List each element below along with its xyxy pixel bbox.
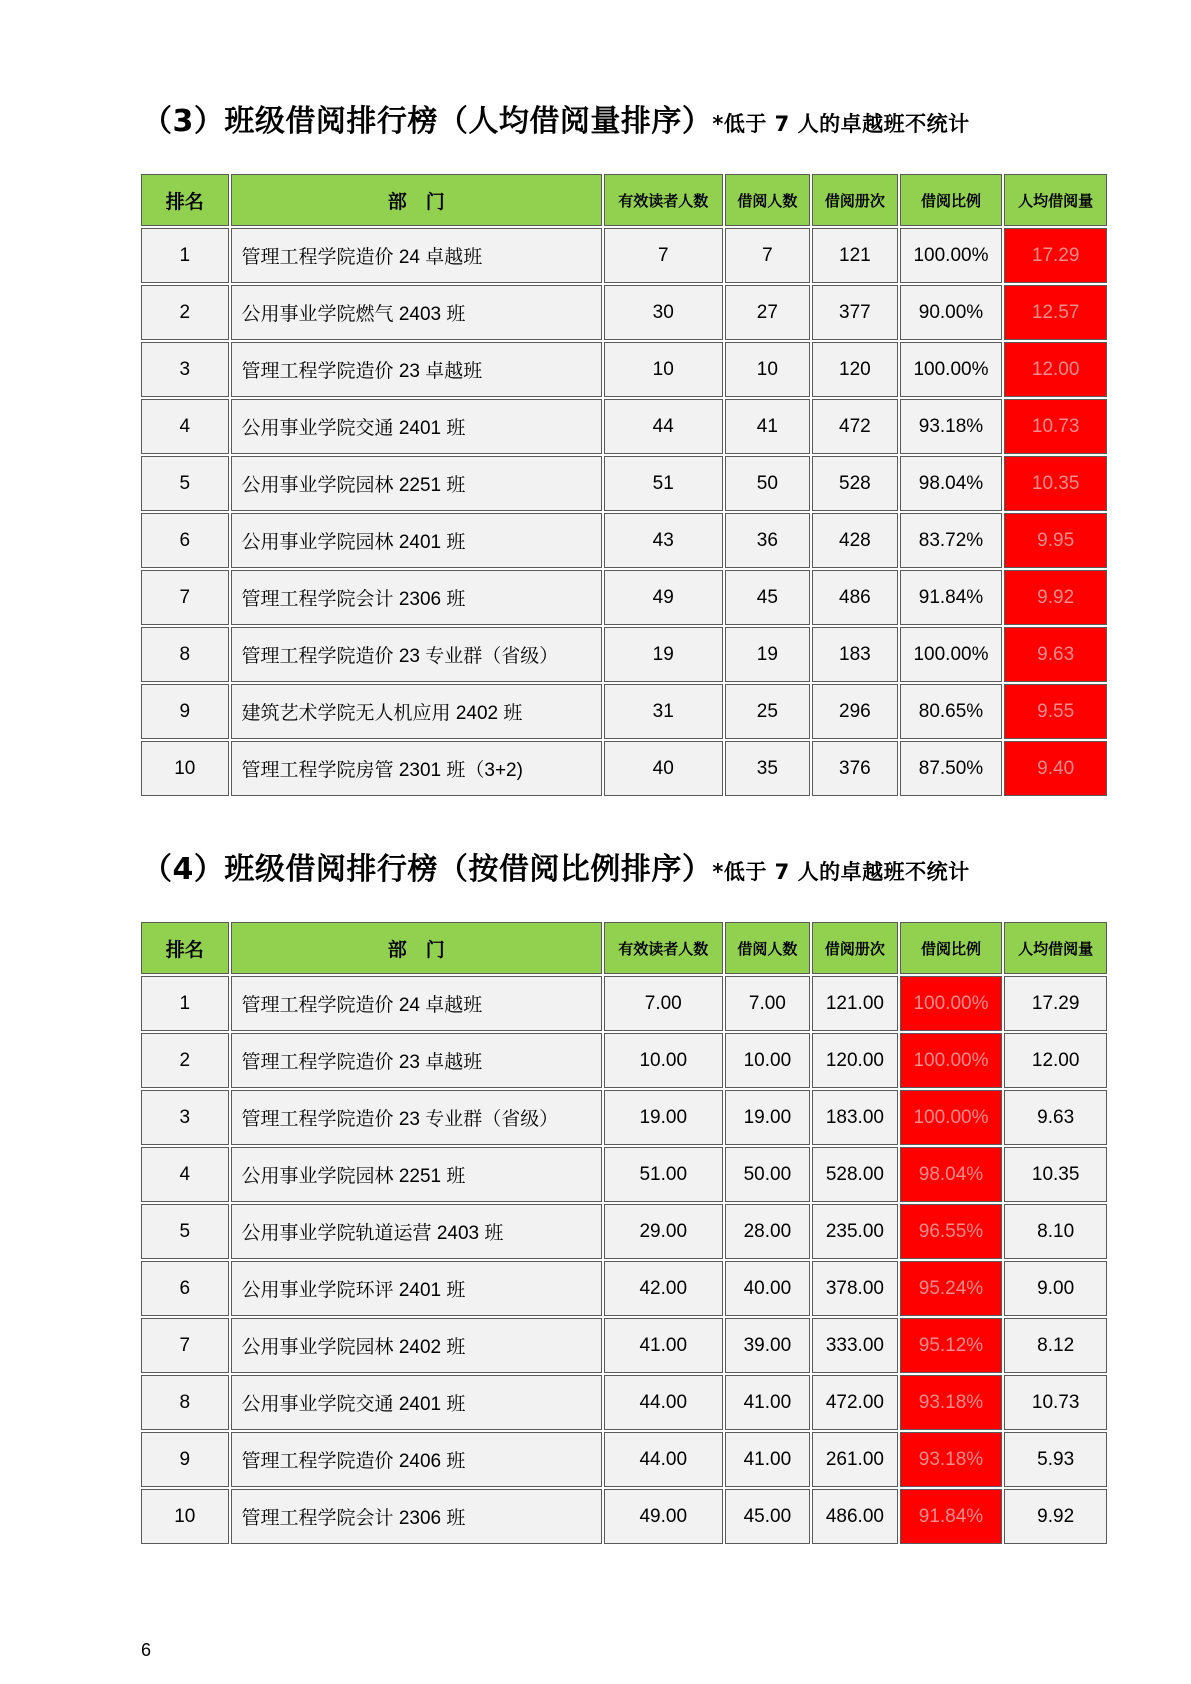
- table-cell: 44: [604, 399, 723, 454]
- column-header: 借阅册次: [812, 174, 898, 226]
- table-cell: 121: [812, 228, 898, 283]
- column-header: 借阅人数: [725, 922, 811, 974]
- table-cell: 44.00: [604, 1432, 723, 1487]
- table-cell: 4: [141, 1147, 229, 1202]
- column-header: 排名: [141, 922, 229, 974]
- column-header: 部 门: [231, 174, 602, 226]
- table-cell: 19.00: [725, 1090, 811, 1145]
- table-cell: 100.00%: [900, 1033, 1003, 1088]
- column-header: 部 门: [231, 922, 602, 974]
- column-header: 有效读者人数: [604, 922, 723, 974]
- table-cell: 管理工程学院会计 2306 班: [231, 570, 602, 625]
- table-cell: 7: [725, 228, 811, 283]
- table-cell: 3: [141, 1090, 229, 1145]
- table-cell: 9: [141, 1432, 229, 1487]
- column-header: 借阅比例: [900, 922, 1003, 974]
- table-row: [141, 1375, 1107, 1430]
- table-cell: 25: [725, 684, 811, 739]
- table-cell: 100.00%: [900, 976, 1003, 1031]
- class-borrow-ranking-per-capita-table: [139, 172, 1109, 798]
- table-cell: 100.00%: [900, 627, 1003, 682]
- table-cell: 管理工程学院房管 2301 班（3+2): [231, 741, 602, 796]
- table-row: [141, 342, 1107, 397]
- table-row: [141, 741, 1107, 796]
- column-header: 排名: [141, 174, 229, 226]
- table-row: [141, 513, 1107, 568]
- table-cell: 8.12: [1004, 1318, 1107, 1373]
- table-cell: 41: [725, 399, 811, 454]
- table-row: [141, 1432, 1107, 1487]
- table-cell: 管理工程学院造价 24 卓越班: [231, 228, 602, 283]
- table-cell: 296: [812, 684, 898, 739]
- table-row: [141, 1033, 1107, 1088]
- table-cell: 9.40: [1004, 741, 1107, 796]
- table-cell: 10: [141, 1489, 229, 1544]
- table-cell: 管理工程学院造价 23 卓越班: [231, 342, 602, 397]
- table-cell: 8: [141, 627, 229, 682]
- table-cell: 486: [812, 570, 898, 625]
- column-header: 借阅比例: [900, 174, 1003, 226]
- table-cell: 39.00: [725, 1318, 811, 1373]
- table-cell: 7.00: [604, 976, 723, 1031]
- table-cell: 10.00: [604, 1033, 723, 1088]
- table-cell: 45: [725, 570, 811, 625]
- table-cell: 100.00%: [900, 1090, 1003, 1145]
- column-header: 有效读者人数: [604, 174, 723, 226]
- column-header: 借阅人数: [725, 174, 811, 226]
- table-cell: 93.18%: [900, 1432, 1003, 1487]
- table-cell: 333.00: [812, 1318, 898, 1373]
- table-cell: 管理工程学院造价 23 专业群（省级）: [231, 1090, 602, 1145]
- table-header-row: [141, 174, 1107, 226]
- table-cell: 10.00: [725, 1033, 811, 1088]
- table-cell: 27: [725, 285, 811, 340]
- table-cell: 261.00: [812, 1432, 898, 1487]
- table-cell: 公用事业学院园林 2251 班: [231, 1147, 602, 1202]
- table-cell: 5: [141, 1204, 229, 1259]
- table-cell: 9.55: [1004, 684, 1107, 739]
- table-cell: 87.50%: [900, 741, 1003, 796]
- table-cell: 9.92: [1004, 1489, 1107, 1544]
- table-cell: 96.55%: [900, 1204, 1003, 1259]
- column-header: 人均借阅量: [1004, 174, 1107, 226]
- table-cell: 7: [141, 570, 229, 625]
- table-cell: 49: [604, 570, 723, 625]
- class-borrow-ranking-ratio-table: [139, 920, 1109, 1546]
- table-cell: 42.00: [604, 1261, 723, 1316]
- table-cell: 12.00: [1004, 342, 1107, 397]
- table-cell: 10.73: [1004, 1375, 1107, 1430]
- table-cell: 公用事业学院交通 2401 班: [231, 1375, 602, 1430]
- table-cell: 40: [604, 741, 723, 796]
- column-header: 借阅册次: [812, 922, 898, 974]
- table-cell: 472.00: [812, 1375, 898, 1430]
- table-cell: 44.00: [604, 1375, 723, 1430]
- table-cell: 100.00%: [900, 228, 1003, 283]
- table-cell: 1: [141, 228, 229, 283]
- table-cell: 5.93: [1004, 1432, 1107, 1487]
- table-cell: 28.00: [725, 1204, 811, 1259]
- table-cell: 管理工程学院会计 2306 班: [231, 1489, 602, 1544]
- table-cell: 98.04%: [900, 1147, 1003, 1202]
- table-cell: 41.00: [725, 1432, 811, 1487]
- table-cell: 41.00: [725, 1375, 811, 1430]
- table-cell: 1: [141, 976, 229, 1031]
- table-cell: 90.00%: [900, 285, 1003, 340]
- table-cell: 30: [604, 285, 723, 340]
- table-cell: 10.35: [1004, 1147, 1107, 1202]
- table-cell: 7: [141, 1318, 229, 1373]
- table-cell: 183.00: [812, 1090, 898, 1145]
- table-cell: 95.24%: [900, 1261, 1003, 1316]
- table-cell: 6: [141, 1261, 229, 1316]
- table-cell: 43: [604, 513, 723, 568]
- table-cell: 4: [141, 399, 229, 454]
- table-cell: 100.00%: [900, 342, 1003, 397]
- table-cell: 41.00: [604, 1318, 723, 1373]
- table-cell: 80.65%: [900, 684, 1003, 739]
- table-cell: 120.00: [812, 1033, 898, 1088]
- table-cell: 183: [812, 627, 898, 682]
- table-cell: 公用事业学院环评 2401 班: [231, 1261, 602, 1316]
- table-cell: 50.00: [725, 1147, 811, 1202]
- table-row: [141, 1204, 1107, 1259]
- table-cell: 51.00: [604, 1147, 723, 1202]
- table-cell: 12.00: [1004, 1033, 1107, 1088]
- table-cell: 管理工程学院造价 2406 班: [231, 1432, 602, 1487]
- section3-title: [142, 96, 970, 140]
- table-cell: 93.18%: [900, 399, 1003, 454]
- table-cell: 378.00: [812, 1261, 898, 1316]
- table-cell: 公用事业学院燃气 2403 班: [231, 285, 602, 340]
- table-cell: 10: [604, 342, 723, 397]
- table-row: [141, 228, 1107, 283]
- table-row: [141, 684, 1107, 739]
- table-cell: 528: [812, 456, 898, 511]
- table-row: [141, 1489, 1107, 1544]
- table-row: [141, 570, 1107, 625]
- table-cell: 98.04%: [900, 456, 1003, 511]
- section4-title-text: （4）班级借阅排行榜（按借阅比例排序）: [142, 852, 713, 887]
- table-cell: 9.00: [1004, 1261, 1107, 1316]
- table-cell: 管理工程学院造价 23 卓越班: [231, 1033, 602, 1088]
- table-cell: 377: [812, 285, 898, 340]
- table-cell: 50: [725, 456, 811, 511]
- table-row: [141, 285, 1107, 340]
- table-header-row: [141, 922, 1107, 974]
- table-cell: 95.12%: [900, 1318, 1003, 1373]
- table-cell: 建筑艺术学院无人机应用 2402 班: [231, 684, 602, 739]
- table-cell: 9.92: [1004, 570, 1107, 625]
- table-cell: 12.57: [1004, 285, 1107, 340]
- table-cell: 472: [812, 399, 898, 454]
- table-row: [141, 1147, 1107, 1202]
- table-cell: 3: [141, 342, 229, 397]
- table-cell: 91.84%: [900, 1489, 1003, 1544]
- column-header: 人均借阅量: [1004, 922, 1107, 974]
- section4-note: *低于 7 人的卓越班不统计: [712, 860, 970, 884]
- table-cell: 29.00: [604, 1204, 723, 1259]
- table-cell: 45.00: [725, 1489, 811, 1544]
- table-cell: 管理工程学院造价 23 专业群（省级）: [231, 627, 602, 682]
- table-row: [141, 399, 1107, 454]
- table-cell: 公用事业学院园林 2401 班: [231, 513, 602, 568]
- table-cell: 17.29: [1004, 976, 1107, 1031]
- section3-title-text: （3）班级借阅排行榜（人均借阅量排序）: [142, 104, 713, 139]
- table-cell: 36: [725, 513, 811, 568]
- table-cell: 121.00: [812, 976, 898, 1031]
- table-cell: 10: [141, 741, 229, 796]
- table-cell: 2: [141, 285, 229, 340]
- table-row: [141, 456, 1107, 511]
- table-cell: 公用事业学院园林 2402 班: [231, 1318, 602, 1373]
- table-cell: 10.35: [1004, 456, 1107, 511]
- page-number: 6: [141, 1640, 152, 1660]
- table-cell: 51: [604, 456, 723, 511]
- table-cell: 7.00: [725, 976, 811, 1031]
- table-row: [141, 627, 1107, 682]
- table-cell: 10: [725, 342, 811, 397]
- table-cell: 9: [141, 684, 229, 739]
- table-row: [141, 1318, 1107, 1373]
- table-cell: 19: [604, 627, 723, 682]
- table-row: [141, 976, 1107, 1031]
- table-cell: 83.72%: [900, 513, 1003, 568]
- table-cell: 486.00: [812, 1489, 898, 1544]
- table-cell: 8.10: [1004, 1204, 1107, 1259]
- table-cell: 120: [812, 342, 898, 397]
- table-cell: 19: [725, 627, 811, 682]
- section3-note: *低于 7 人的卓越班不统计: [712, 112, 970, 136]
- table-cell: 10.73: [1004, 399, 1107, 454]
- table-cell: 235.00: [812, 1204, 898, 1259]
- table-cell: 公用事业学院交通 2401 班: [231, 399, 602, 454]
- table-cell: 6: [141, 513, 229, 568]
- table-cell: 公用事业学院园林 2251 班: [231, 456, 602, 511]
- table-cell: 35: [725, 741, 811, 796]
- table-cell: 19.00: [604, 1090, 723, 1145]
- table-cell: 管理工程学院造价 24 卓越班: [231, 976, 602, 1031]
- table-cell: 2: [141, 1033, 229, 1088]
- table-cell: 8: [141, 1375, 229, 1430]
- table-cell: 9.63: [1004, 1090, 1107, 1145]
- table-cell: 7: [604, 228, 723, 283]
- table-cell: 428: [812, 513, 898, 568]
- table-cell: 9.95: [1004, 513, 1107, 568]
- table-cell: 93.18%: [900, 1375, 1003, 1430]
- table-cell: 528.00: [812, 1147, 898, 1202]
- table-cell: 31: [604, 684, 723, 739]
- table4-body: [141, 922, 1107, 1544]
- table-cell: 376: [812, 741, 898, 796]
- table-cell: 公用事业学院轨道运营 2403 班: [231, 1204, 602, 1259]
- table-cell: 49.00: [604, 1489, 723, 1544]
- table3-body: [141, 174, 1107, 796]
- table-cell: 5: [141, 456, 229, 511]
- table-row: [141, 1261, 1107, 1316]
- table-cell: 40.00: [725, 1261, 811, 1316]
- table-cell: 9.63: [1004, 627, 1107, 682]
- table-cell: 17.29: [1004, 228, 1107, 283]
- section4-title: [142, 844, 970, 888]
- table-cell: 91.84%: [900, 570, 1003, 625]
- table-row: [141, 1090, 1107, 1145]
